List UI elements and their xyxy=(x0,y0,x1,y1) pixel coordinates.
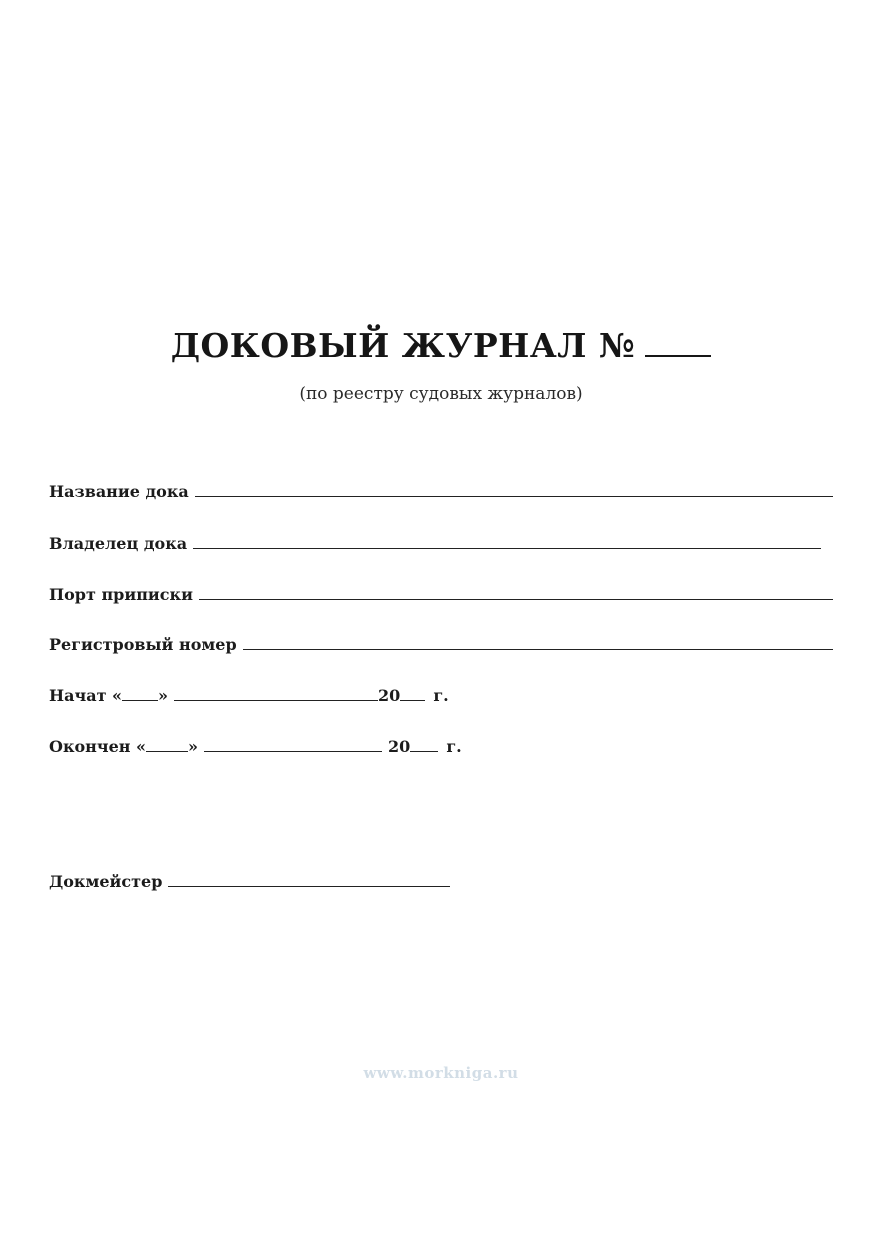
dock-owner-row xyxy=(49,534,821,553)
port-label: Порт приписки xyxy=(49,585,193,604)
finished-year-field[interactable] xyxy=(410,737,438,752)
finished-row xyxy=(49,737,462,756)
started-year-suffix: г. xyxy=(433,686,449,705)
dock-owner-label: Владелец дока xyxy=(49,534,188,553)
reg-number-row xyxy=(49,635,833,654)
dock-name-field[interactable] xyxy=(195,482,833,497)
finished-prefix: Окончен « xyxy=(49,737,147,756)
page-subtitle: (по реестру судовых журналов) xyxy=(299,384,583,404)
title-block xyxy=(0,326,882,365)
dockmaster-signature-field[interactable] xyxy=(168,872,450,887)
page-title xyxy=(171,326,712,365)
dockmaster-label: Докмейстер xyxy=(49,872,163,891)
dockmaster-row xyxy=(49,872,450,891)
subtitle-block xyxy=(0,384,882,404)
finished-year-prefix: 20 xyxy=(388,737,411,756)
started-day-field[interactable] xyxy=(122,686,158,701)
reg-number-field[interactable] xyxy=(243,635,833,650)
started-row xyxy=(49,686,449,705)
started-month-field[interactable] xyxy=(174,686,378,701)
started-year-field[interactable] xyxy=(400,686,425,701)
finished-quote-close: » xyxy=(188,737,199,756)
started-quote-close: » xyxy=(158,686,169,705)
title-text: ДОКОВЫЙ ЖУРНАЛ № xyxy=(170,326,636,365)
dock-owner-field[interactable] xyxy=(193,534,821,549)
finished-day-field[interactable] xyxy=(146,737,188,752)
journal-number-blank[interactable] xyxy=(645,333,711,357)
dock-name-label: Название дока xyxy=(49,482,189,501)
port-field[interactable] xyxy=(199,585,833,600)
dock-name-row xyxy=(49,482,833,501)
finished-month-field[interactable] xyxy=(204,737,382,752)
reg-number-label: Регистровый номер xyxy=(49,635,237,654)
port-row xyxy=(49,585,833,604)
finished-year-suffix: г. xyxy=(446,737,462,756)
started-prefix: Начат « xyxy=(49,686,123,705)
started-year-prefix: 20 xyxy=(378,686,401,705)
watermark: www.morkniga.ru xyxy=(363,1064,519,1082)
